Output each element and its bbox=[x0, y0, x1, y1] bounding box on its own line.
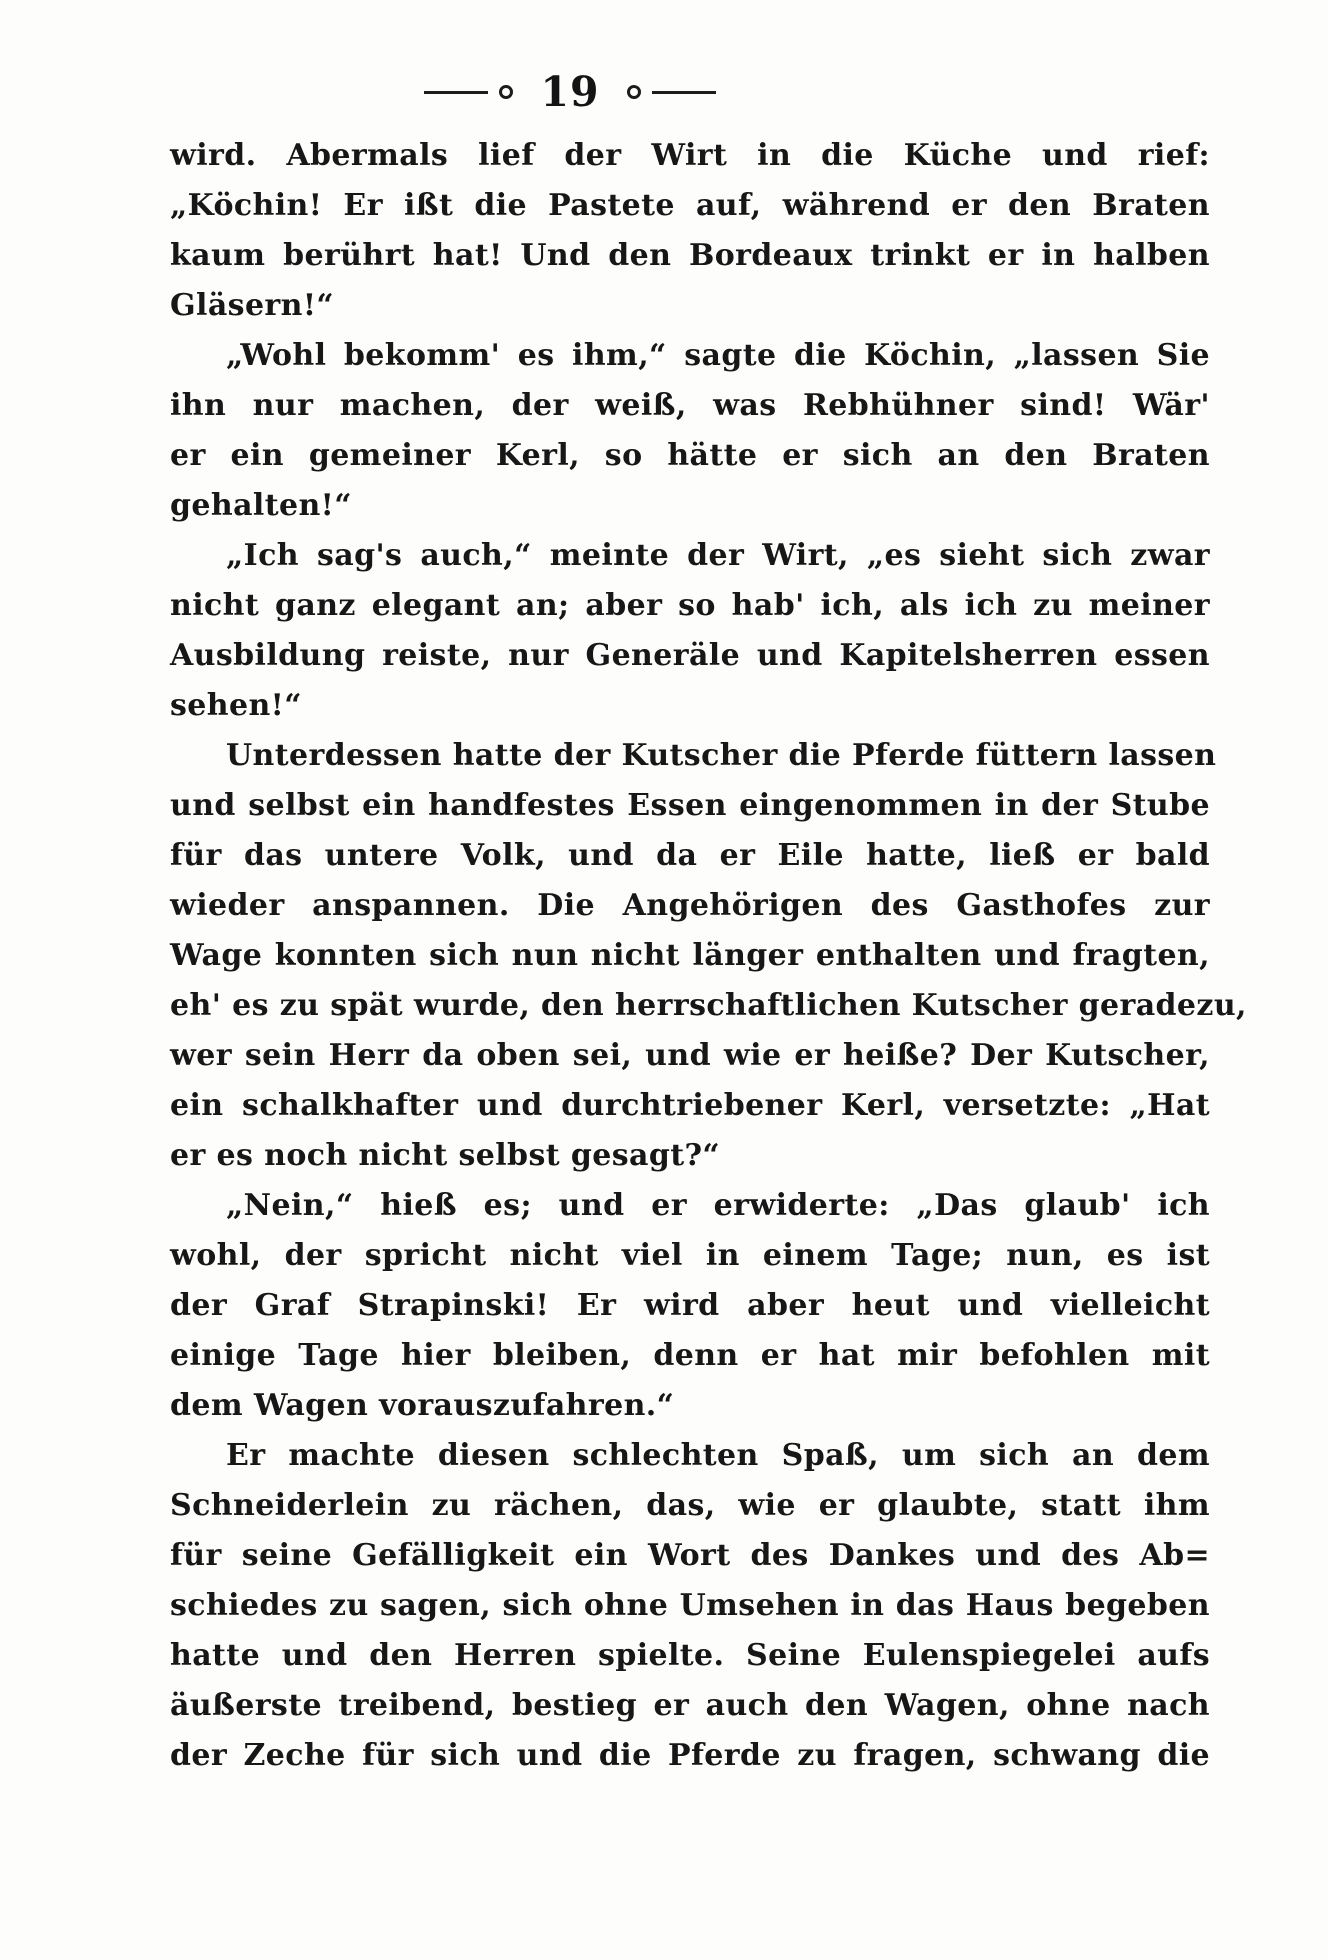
text-line: der Zeche für sich und die Pferde zu fragen, schwang die bbox=[170, 1738, 1210, 1773]
ornament-rule-right bbox=[652, 91, 716, 94]
text-line: „Köchin! Er ißt die Pastete auf, während er den Braten bbox=[170, 188, 1210, 223]
text-line: wohl, der spricht nicht viel in einem Tage; nun, es ist bbox=[170, 1238, 1210, 1273]
ornament-circle-right-icon bbox=[627, 85, 641, 99]
text-line: dem Wagen vorauszufahren.“ bbox=[170, 1388, 675, 1423]
text-line: Unterdessen hatte der Kutscher die Pferde füttern lassen bbox=[226, 738, 1217, 773]
text-block bbox=[170, 131, 1247, 1781]
text-line: ein schalkhafter und durchtriebener Kerl, versetzte: „Hat bbox=[170, 1088, 1210, 1123]
text-line: sehen!“ bbox=[170, 688, 302, 723]
text-line: eh' es zu spät wurde, den herrschaftlichen Kutscher geradezu, bbox=[170, 988, 1247, 1023]
text-line: für seine Gefälligkeit ein Wort des Dankes und des Ab= bbox=[170, 1538, 1210, 1573]
page-number: 19 bbox=[540, 67, 600, 116]
text-line: wer sein Herr da oben sei, und wie er heiße? Der Kutscher, bbox=[170, 1038, 1210, 1073]
text-line: und selbst ein handfestes Essen eingenommen in der Stube bbox=[170, 788, 1210, 823]
text-line: „Wohl bekomm' es ihm,“ sagte die Köchin, „lassen Sie bbox=[226, 338, 1210, 373]
text-line: kaum berührt hat! Und den Bordeaux trinkt er in halben bbox=[170, 238, 1210, 273]
text-line: er ein gemeiner Kerl, so hätte er sich an den Braten bbox=[170, 438, 1210, 473]
running-head bbox=[0, 66, 1140, 118]
text-line: Er machte diesen schlechten Spaß, um sich an dem bbox=[226, 1438, 1210, 1473]
ornament-circle-left-icon bbox=[499, 85, 513, 99]
text-line: äußerste treibend, bestieg er auch den Wagen, ohne nach bbox=[170, 1688, 1210, 1723]
text-line: „Ich sag's auch,“ meinte der Wirt, „es sieht sich zwar bbox=[226, 538, 1210, 573]
text-line: hatte und den Herren spielte. Seine Eulenspiegelei aufs bbox=[170, 1638, 1210, 1673]
text-line: wieder anspannen. Die Angehörigen des Gasthofes zur bbox=[170, 888, 1210, 923]
text-line: ihn nur machen, der weiß, was Rebhühner sind! Wär' bbox=[170, 388, 1210, 423]
text-line: schiedes zu sagen, sich ohne Umsehen in das Haus begeben bbox=[170, 1588, 1210, 1623]
text-line: Gläsern!“ bbox=[170, 288, 335, 323]
text-line: er es noch nicht selbst gesagt?“ bbox=[170, 1138, 721, 1173]
text-line: nicht ganz elegant an; aber so hab' ich, als ich zu meiner bbox=[170, 588, 1210, 623]
text-line: einige Tage hier bleiben, denn er hat mir befohlen mit bbox=[170, 1338, 1210, 1373]
text-line: Ausbildung reiste, nur Generäle und Kapitelsherren essen bbox=[170, 638, 1210, 673]
text-line: wird. Abermals lief der Wirt in die Küche und rief: bbox=[170, 138, 1210, 173]
ornament-rule-left bbox=[424, 91, 488, 94]
text-line: Wage konnten sich nun nicht länger enthalten und fragten, bbox=[170, 938, 1210, 973]
text-line: für das untere Volk, und da er Eile hatte, ließ er bald bbox=[170, 838, 1210, 873]
text-line: gehalten!“ bbox=[170, 488, 352, 523]
text-line: Schneiderlein zu rächen, das, wie er glaubte, statt ihm bbox=[170, 1488, 1210, 1523]
text-line: der Graf Strapinski! Er wird aber heut und vielleicht bbox=[170, 1288, 1210, 1323]
text-line: „Nein,“ hieß es; und er erwiderte: „Das glaub' ich bbox=[226, 1188, 1210, 1223]
